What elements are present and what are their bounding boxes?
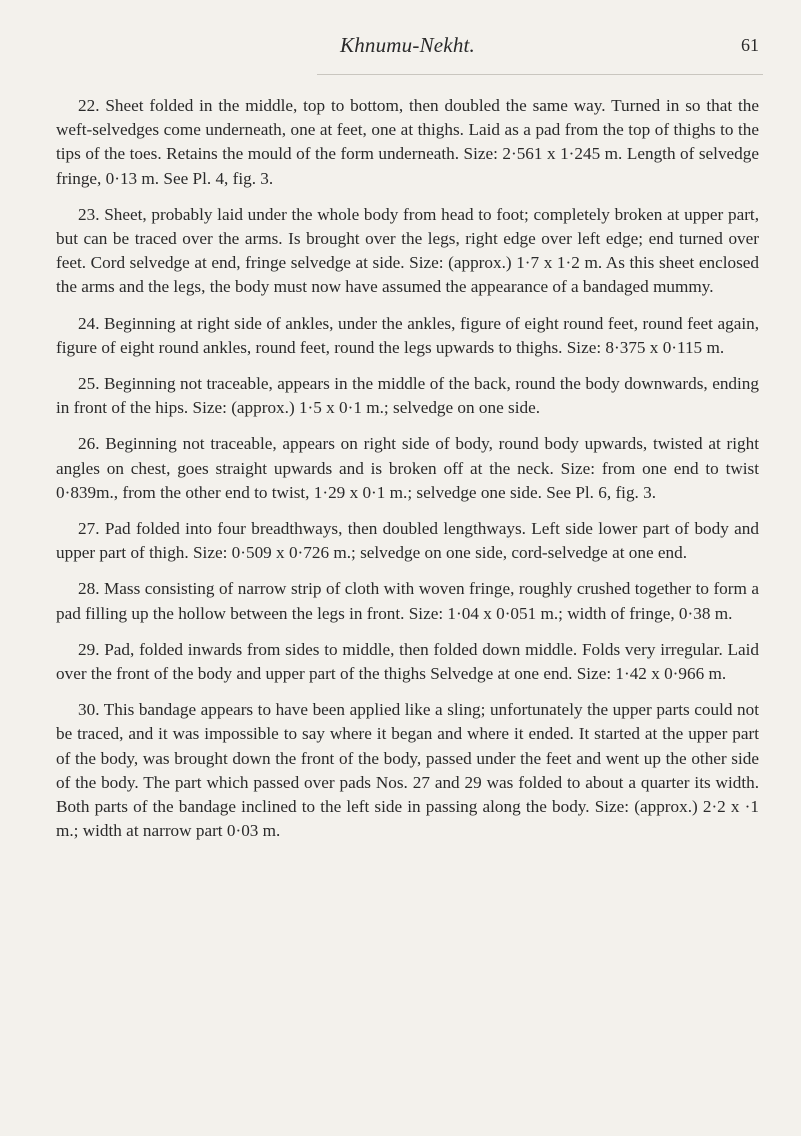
entry-26: 26. Beginning not traceable, appears on right side of body, round body upwards, twisted at right angles on chest, goes straight upwards and is broken off at the neck. Size: from one end to twist 0·839m., from the other end to twist, 1·29 x 0·1 m.; selvedge one side. See Pl. 6, fig. 3. xyxy=(56,434,759,502)
body-text xyxy=(56,94,759,855)
entry-23: 23. Sheet, probably laid under the whole body from head to foot; completely broken at upper part, but can be traced over the arms. Is brought over the legs, right edge over left edge; end turned over feet. Cord selvedge at end, fringe selvedge at side. Size: (approx.) 1·7 x 1·2 m. As this sheet enclosed the arms and the legs, the body must now have assumed the appearance of a bandaged mummy. xyxy=(56,204,759,297)
page-header xyxy=(56,33,759,63)
entry-22: 22. Sheet folded in the middle, top to bottom, then doubled the same way. Turned in so that the weft-selvedges come underneath, one at feet, one at thighs. Laid as a pad from the top of thighs to the tips of the toes. Retains the mould of the form underneath. Size: 2·561 x 1·245 m. Length of selvedge fringe, 0·13 m. See Pl. 4, fig. 3. xyxy=(56,96,759,188)
entry-28: 28. Mass consisting of narrow strip of cloth with woven fringe, roughly crushed together to form a pad filling up the hollow between the legs in front. Size: 1·04 x 0·051 m.; width of fringe, 0·38 m. xyxy=(56,579,759,623)
entry-29: 29. Pad, folded inwards from sides to middle, then folded down middle. Folds very irregular. Laid over the front of the body and upper part of the thighs Selvedge at one end. Size: 1·42 x 0·966 m. xyxy=(56,639,759,684)
entry-25: 25. Beginning not traceable, appears in the middle of the back, round the body downwards, ending in front of the hips. Size: (approx.) 1·5 x 0·1 m.; selvedge on one side. xyxy=(56,374,759,418)
running-title: Khnumu-Nekht. xyxy=(340,33,475,57)
page-number: 61 xyxy=(741,35,759,55)
header-rule xyxy=(317,74,763,75)
entry-30: 30. This bandage appears to have been applied like a sling; unfortunately the upper parts could not be traced, and it was impossible to say where it began and where it ended. It started at the upper part of the body, was brought down the front of the body, passed under the feet and went up the other side of the body. The part which passed over pads Nos. 27 and 29 was folded to about a quarter its width. Both parts of the bandage inclined to the left side in passing along the body. Size: (approx.) 2·2 x ·1 m.; width at narrow part 0·03 m. xyxy=(56,700,759,841)
entry-24: 24. Beginning at right side of ankles, under the ankles, figure of eight round feet, round feet again, figure of eight round ankles, round feet, round the legs upwards to thighs. Size: 8·375 x 0·115 m. xyxy=(56,313,759,357)
entry-27: 27. Pad folded into four breadthways, then doubled lengthways. Left side lower part of body and upper part of thigh. Size: 0·509 x 0·726 m.; selvedge on one side, cord-selvedge at one end. xyxy=(56,519,759,563)
